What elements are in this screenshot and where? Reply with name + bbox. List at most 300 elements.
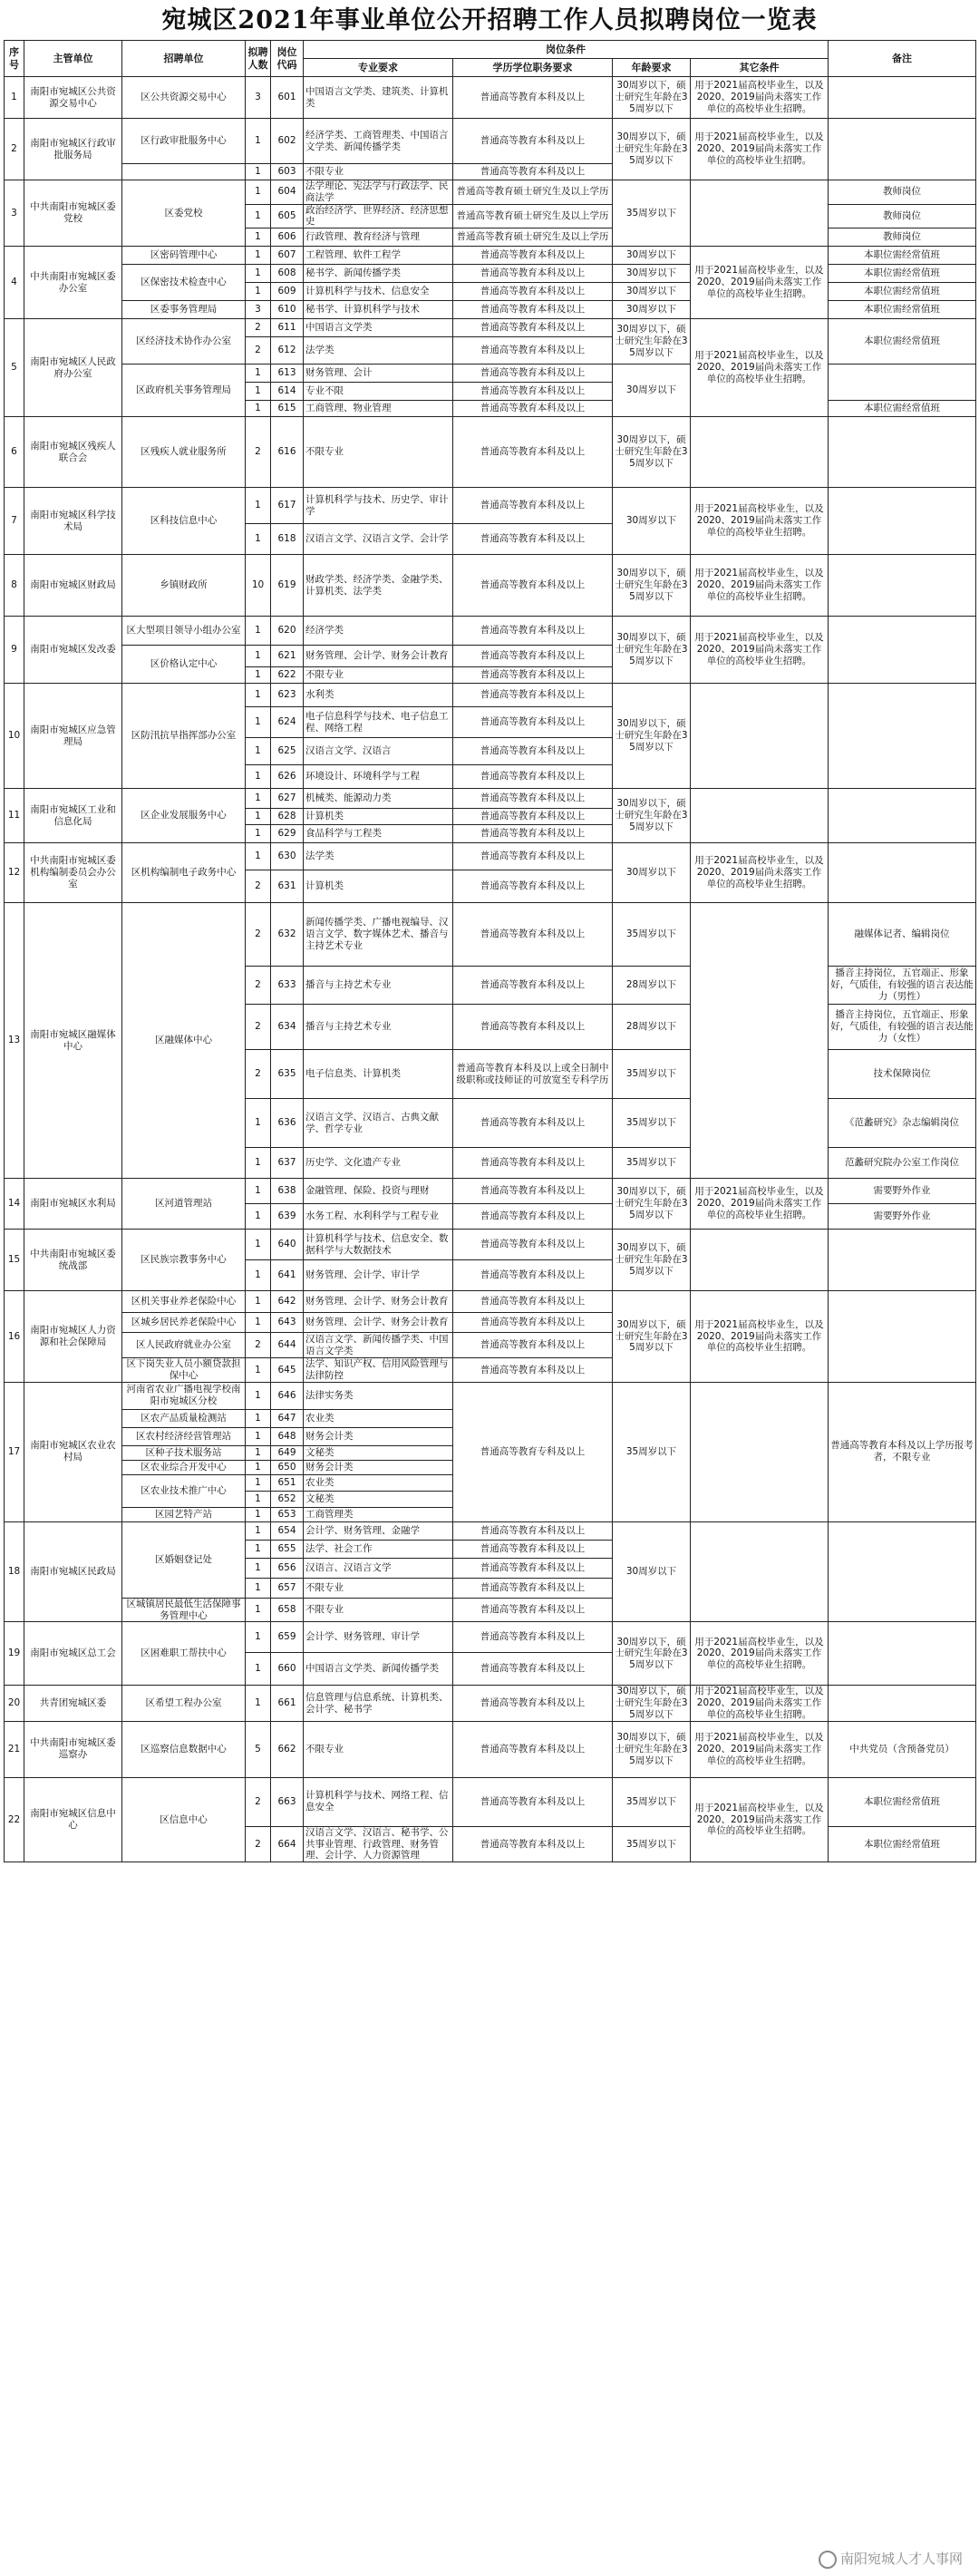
cell-major: 计算机科学与技术、信息安全、数据科学与大数据技术 (304, 1230, 453, 1260)
cell-edu: 普通高等教育本科及以上 (453, 524, 613, 555)
cell-code: 659 (271, 1622, 304, 1653)
cell-code: 604 (271, 180, 304, 205)
cell-dept: 南阳市宛城区人力资源和社会保障局 (24, 1291, 122, 1383)
cell-code: 647 (271, 1409, 304, 1427)
cell-note: 需要野外作业 (829, 1204, 976, 1230)
cell-unit: 区密码管理中心 (122, 247, 246, 265)
cell-edu: 普通高等教育本科及以上 (453, 1179, 613, 1204)
cell-major: 不限专业 (304, 1578, 453, 1598)
cell-major: 中国语言文学类、建筑类、计算机类 (304, 77, 453, 119)
cell-major: 财务管理、会计学、财务会计教育 (304, 646, 453, 667)
cell-code: 653 (271, 1507, 304, 1521)
cell-code: 623 (271, 684, 304, 707)
header-group: 岗位条件 (304, 41, 829, 59)
cell-seq: 13 (5, 903, 24, 1179)
cell-edu: 普通高等教育本科及以上 (453, 1333, 613, 1358)
cell-edu: 普通高等教育本科及以上 (453, 707, 613, 738)
cell-code: 656 (271, 1558, 304, 1578)
cell-major: 法学理论、宪法学与行政法学、民商法学 (304, 180, 453, 205)
cell-edu: 普通高等教育本科及以上 (453, 164, 613, 180)
table-row (5, 1521, 976, 1540)
cell-major: 计算机类 (304, 870, 453, 903)
table-row (5, 555, 976, 617)
cell-count: 1 (246, 1578, 271, 1598)
cell-major: 会计学、财务管理、金融学 (304, 1521, 453, 1540)
cell-edu: 普通高等教育本科及以上 (453, 383, 613, 401)
cell-count: 2 (246, 417, 271, 488)
cell-seq: 2 (5, 119, 24, 180)
cell-count: 1 (246, 684, 271, 707)
cell-age: 30周岁以下 (613, 283, 691, 301)
cell-edu: 普通高等教育本科及以上 (453, 843, 613, 870)
cell-count: 1 (246, 1313, 271, 1333)
cell-count: 2 (246, 1777, 271, 1826)
cell-edu: 普通高等教育本科及以上 (453, 283, 613, 301)
cell-unit: 区种子技术服务站 (122, 1445, 246, 1460)
cell-code: 658 (271, 1598, 304, 1622)
cell-edu: 普通高等教育本科及以上 (453, 1005, 613, 1050)
cell-code: 606 (271, 228, 304, 247)
cell-count: 1 (246, 1686, 271, 1721)
cell-age: 30周岁以下，硕士研究生年龄在35周岁以下 (613, 119, 691, 180)
cell-major: 中国语言文学类 (304, 319, 453, 337)
cell-code: 645 (271, 1358, 304, 1383)
cell-dept: 中共南阳市宛城区委统战部 (24, 1230, 122, 1291)
cell-note: 播音主持岗位，五官端正、形象好，气质佳，有较强的语言表达能力（女性） (829, 1005, 976, 1050)
cell-count: 1 (246, 825, 271, 843)
cell-count: 1 (246, 401, 271, 417)
cell-age: 30周岁以下，硕士研究生年龄在35周岁以下 (613, 1230, 691, 1291)
cell-age: 30周岁以下，硕士研究生年龄在35周岁以下 (613, 1721, 691, 1777)
cell-count: 1 (246, 617, 271, 646)
cell-count: 1 (246, 1540, 271, 1558)
cell-count: 1 (246, 843, 271, 870)
cell-other: 用于2021届高校毕业生，以及2020、2019届尚未落实工作单位的高校毕业生招聘。 (691, 1686, 829, 1721)
cell-age: 30周岁以下，硕士研究生年龄在35周岁以下 (613, 617, 691, 684)
cell-note: 普通高等教育本科及以上学历报考者，不限专业 (829, 1382, 976, 1521)
cell-dept: 南阳市宛城区行政审批服务局 (24, 119, 122, 180)
cell-major: 计算机科学与技术、历史学、审计学 (304, 488, 453, 524)
cell-count: 2 (246, 903, 271, 967)
cell-edu: 普通高等教育硕士研究生及以上学历 (453, 228, 613, 247)
cell-code: 662 (271, 1721, 304, 1777)
cell-count: 10 (246, 555, 271, 617)
cell-code: 617 (271, 488, 304, 524)
table-row (5, 265, 976, 283)
cell-major: 农业类 (304, 1474, 453, 1491)
cell-code: 637 (271, 1148, 304, 1179)
cell-age: 30周岁以下，硕士研究生年龄在35周岁以下 (613, 555, 691, 617)
cell-note: 本职位需经常值班 (829, 1826, 976, 1862)
cell-edu: 普通高等教育本科及以上 (453, 667, 613, 684)
cell-note: 技术保障岗位 (829, 1050, 976, 1099)
cell-dept: 南阳市宛城区财政局 (24, 555, 122, 617)
cell-dept: 南阳市宛城区工业和信息化局 (24, 789, 122, 843)
table-row (5, 417, 976, 488)
cell-edu: 普通高等教育本科及以上 (453, 1313, 613, 1333)
cell-code: 619 (271, 555, 304, 617)
cell-edu: 普通高等教育本科及以上 (453, 1230, 613, 1260)
table-row (5, 247, 976, 265)
cell-note (829, 488, 976, 555)
cell-code: 664 (271, 1826, 304, 1862)
cell-edu: 普通高等教育硕士研究生及以上学历 (453, 204, 613, 228)
cell-note (829, 365, 976, 401)
cell-count: 1 (246, 524, 271, 555)
cell-count: 1 (246, 1382, 271, 1409)
cell-edu: 普通高等教育本科及以上 (453, 646, 613, 667)
cell-unit: 区下岗失业人员小额贷款担保中心 (122, 1358, 246, 1383)
cell-major: 财务会计类 (304, 1460, 453, 1474)
watermark (819, 2549, 963, 2569)
cell-age: 30周岁以下 (613, 301, 691, 319)
cell-code: 636 (271, 1099, 304, 1148)
cell-major: 行政管理、教育经济与管理 (304, 228, 453, 247)
cell-seq: 6 (5, 417, 24, 488)
cell-major: 法律实务类 (304, 1382, 453, 1409)
cell-note (829, 1622, 976, 1686)
cell-dept: 南阳市宛城区残疾人联合会 (24, 417, 122, 488)
cell-other: 用于2021届高校毕业生，以及2020、2019届尚未落实工作单位的高校毕业生招聘。 (691, 77, 829, 119)
cell-dept: 南阳市宛城区信息中心 (24, 1777, 122, 1862)
cell-unit (122, 164, 246, 180)
cell-edu: 普通高等教育本科及以上 (453, 1622, 613, 1653)
cell-edu: 普通高等教育本科及以上 (453, 789, 613, 809)
cell-count: 5 (246, 1721, 271, 1777)
table-row (5, 684, 976, 707)
cell-count: 1 (246, 1260, 271, 1291)
cell-major: 汉语言文学、汉语言、秘书学、公共事业管理、行政管理、财务管理、会计学、人力资源管理 (304, 1826, 453, 1862)
cell-code: 646 (271, 1382, 304, 1409)
cell-major: 秘书学、计算机科学与技术 (304, 301, 453, 319)
cell-count: 1 (246, 707, 271, 738)
cell-unit: 区机关事业养老保险中心 (122, 1291, 246, 1313)
cell-major: 不限专业 (304, 417, 453, 488)
cell-edu: 普通高等教育本科及以上 (453, 119, 613, 164)
cell-count: 2 (246, 319, 271, 337)
cell-age: 30周岁以下 (613, 843, 691, 903)
cell-code: 612 (271, 337, 304, 365)
cell-note (829, 684, 976, 789)
cell-age: 30周岁以下，硕士研究生年龄在35周岁以下 (613, 684, 691, 789)
table-row (5, 1291, 976, 1313)
cell-note: 教师岗位 (829, 180, 976, 205)
cell-age: 30周岁以下，硕士研究生年龄在35周岁以下 (613, 1179, 691, 1230)
cell-major: 专业不限 (304, 383, 453, 401)
cell-seq: 21 (5, 1721, 24, 1777)
cell-code: 629 (271, 825, 304, 843)
cell-unit: 区园艺特产站 (122, 1507, 246, 1521)
header-edu: 学历学位职务要求 (453, 59, 613, 77)
cell-dept: 中共南阳市宛城区委巡察办 (24, 1721, 122, 1777)
cell-edu: 普通高等教育本科及以上 (453, 319, 613, 337)
cell-major: 会计学、财务管理、审计学 (304, 1622, 453, 1653)
cell-major: 财务管理、会计学、财务会计教育 (304, 1313, 453, 1333)
table-row (5, 789, 976, 809)
cell-code: 641 (271, 1260, 304, 1291)
cell-major: 经济学类、工商管理类、中国语言文学类、新闻传播学类 (304, 119, 453, 164)
cell-edu: 普通高等教育本科及以上 (453, 1540, 613, 1558)
cell-other: 用于2021届高校毕业生，以及2020、2019届尚未落实工作单位的高校毕业生招聘。 (691, 1622, 829, 1686)
cell-code: 632 (271, 903, 304, 967)
header-major: 专业要求 (304, 59, 453, 77)
cell-edu: 普通高等教育本科及以上 (453, 301, 613, 319)
cell-note (829, 119, 976, 180)
cell-other: 用于2021届高校毕业生，以及2020、2019届尚未落实工作单位的高校毕业生招聘。 (691, 1179, 829, 1230)
cell-code: 652 (271, 1491, 304, 1507)
cell-major: 金融管理、保险、投资与理财 (304, 1179, 453, 1204)
cell-count: 1 (246, 488, 271, 524)
cell-edu: 普通高等教育本科及以上 (453, 1686, 613, 1721)
cell-note (829, 1686, 976, 1721)
recruitment-table (4, 40, 976, 1862)
cell-other (691, 180, 829, 247)
cell-note: 本职位需经常值班 (829, 1777, 976, 1826)
cell-other: 用于2021届高校毕业生，以及2020、2019届尚未落实工作单位的高校毕业生招聘。 (691, 617, 829, 684)
cell-unit: 区民族宗教事务中心 (122, 1230, 246, 1291)
cell-major: 不限专业 (304, 164, 453, 180)
cell-age: 30周岁以下，硕士研究生年龄在35周岁以下 (613, 417, 691, 488)
cell-code: 650 (271, 1460, 304, 1474)
cell-major: 新闻传播学类、广播电视编导、汉语言文学、数字媒体艺术、播音与主持艺术专业 (304, 903, 453, 967)
cell-count: 2 (246, 337, 271, 365)
cell-edu: 普通高等教育硕士研究生及以上学历 (453, 180, 613, 205)
cell-major: 食品科学与工程类 (304, 825, 453, 843)
cell-unit: 区巡察信息数据中心 (122, 1721, 246, 1777)
cell-other: 用于2021届高校毕业生，以及2020、2019届尚未落实工作单位的高校毕业生招聘。 (691, 1291, 829, 1383)
cell-age: 30周岁以下，硕士研究生年龄在35周岁以下 (613, 77, 691, 119)
cell-note: 本职位需经常值班 (829, 401, 976, 417)
cell-age: 30周岁以下，硕士研究生年龄在35周岁以下 (613, 1686, 691, 1721)
cell-edu: 普通高等教育本科及以上 (453, 365, 613, 383)
cell-age: 35周岁以下 (613, 1777, 691, 1826)
cell-edu: 普通高等教育本科及以上 (453, 1721, 613, 1777)
cell-major: 计算机类 (304, 809, 453, 825)
cell-count: 1 (246, 1291, 271, 1313)
cell-other (691, 684, 829, 789)
cell-edu: 普通高等教育本科及以上 (453, 555, 613, 617)
cell-edu: 普通高等教育本科及以上 (453, 738, 613, 765)
cell-unit: 区企业发展服务中心 (122, 789, 246, 843)
cell-edu: 普通高等教育本科及以上 (453, 247, 613, 265)
cell-count: 1 (246, 228, 271, 247)
cell-seq: 14 (5, 1179, 24, 1230)
cell-age: 35周岁以下 (613, 180, 691, 247)
cell-count: 1 (246, 646, 271, 667)
table-row (5, 843, 976, 870)
header-other: 其它条件 (691, 59, 829, 77)
cell-dept: 南阳市宛城区科学技术局 (24, 488, 122, 555)
cell-code: 614 (271, 383, 304, 401)
cell-other (691, 1382, 829, 1521)
cell-edu: 普通高等教育本科及以上 (453, 684, 613, 707)
cell-code: 615 (271, 401, 304, 417)
cell-count: 1 (246, 765, 271, 789)
cell-age: 30周岁以下 (613, 1521, 691, 1622)
table-row (5, 1230, 976, 1260)
cell-note: 本职位需经常值班 (829, 283, 976, 301)
cell-major: 财务会计类 (304, 1427, 453, 1445)
cell-major: 汉语言文学、新闻传播学类、中国语言文学类 (304, 1333, 453, 1358)
cell-major: 法学、社会工作 (304, 1540, 453, 1558)
cell-seq: 16 (5, 1291, 24, 1383)
cell-edu: 普通高等教育本科及以上 (453, 77, 613, 119)
cell-major: 工商管理类 (304, 1507, 453, 1521)
cell-code: 634 (271, 1005, 304, 1050)
cell-major: 播音与主持艺术专业 (304, 1005, 453, 1050)
cell-major: 财务管理、会计学、财务会计教育 (304, 1291, 453, 1313)
cell-count: 3 (246, 77, 271, 119)
cell-major: 财政学类、经济学类、金融学类、计算机类、法学类 (304, 555, 453, 617)
cell-age: 35周岁以下 (613, 1826, 691, 1862)
cell-unit: 区困难职工帮扶中心 (122, 1622, 246, 1686)
cell-edu: 普通高等教育本科及以上 (453, 1777, 613, 1826)
cell-count: 1 (246, 1409, 271, 1427)
cell-major: 计算机科学与技术、信息安全 (304, 283, 453, 301)
cell-code: 618 (271, 524, 304, 555)
table-row (5, 180, 976, 205)
cell-count: 1 (246, 1558, 271, 1578)
table-row (5, 1777, 976, 1826)
cell-edu: 普通高等教育本科及以上 (453, 1358, 613, 1383)
cell-code: 649 (271, 1445, 304, 1460)
cell-count: 1 (246, 265, 271, 283)
cell-unit: 河南省农业广播电视学校南阳市宛城区分校 (122, 1382, 246, 1409)
cell-count: 1 (246, 1445, 271, 1460)
cell-age: 30周岁以下 (613, 365, 691, 417)
cell-unit: 区希望工程办公室 (122, 1686, 246, 1721)
cell-seq: 10 (5, 684, 24, 789)
cell-major: 法学、知识产权、信用风险管理与法律防控 (304, 1358, 453, 1383)
cell-edu: 普通高等教育本科及以上 (453, 1204, 613, 1230)
table-row (5, 1179, 976, 1204)
cell-unit: 乡镇财政所 (122, 555, 246, 617)
cell-edu: 普通高等教育本科及以上 (453, 1598, 613, 1622)
cell-dept: 中共南阳市宛城区委办公室 (24, 247, 122, 319)
cell-unit: 区经济技术协作办公室 (122, 319, 246, 365)
cell-unit: 区价格认定中心 (122, 646, 246, 684)
watermark-text: 南阳宛城人才人事网 (839, 2551, 963, 2567)
cell-major: 财务管理、会计学、审计学 (304, 1260, 453, 1291)
cell-code: 640 (271, 1230, 304, 1260)
table-row (5, 119, 976, 164)
cell-note: 教师岗位 (829, 228, 976, 247)
cell-code: 651 (271, 1474, 304, 1491)
cell-count: 1 (246, 1653, 271, 1686)
cell-dept: 南阳市宛城区总工会 (24, 1622, 122, 1686)
cell-edu: 普通高等教育本科及以上 (453, 1260, 613, 1291)
cell-edu: 普通高等教育本科及以上 (453, 1291, 613, 1313)
cell-count: 1 (246, 365, 271, 383)
cell-seq: 22 (5, 1777, 24, 1862)
cell-edu: 普通高等教育本科及以上 (453, 1653, 613, 1686)
cell-unit: 区信息中心 (122, 1777, 246, 1862)
cell-seq: 19 (5, 1622, 24, 1686)
cell-major: 政治经济学、世界经济、经济思想史 (304, 204, 453, 228)
cell-major: 秘书学、新闻传播学类 (304, 265, 453, 283)
cell-edu: 普通高等教育本科及以上 (453, 1558, 613, 1578)
cell-seq: 7 (5, 488, 24, 555)
cell-code: 643 (271, 1313, 304, 1333)
wechat-logo-icon (819, 2551, 837, 2569)
cell-edu: 普通高等教育专科及以上 (453, 1382, 613, 1521)
cell-age: 30周岁以下 (613, 488, 691, 555)
cell-count: 1 (246, 1521, 271, 1540)
cell-count: 1 (246, 1460, 271, 1474)
cell-note: 本职位需经常值班 (829, 265, 976, 283)
cell-seq: 9 (5, 617, 24, 684)
cell-code: 639 (271, 1204, 304, 1230)
cell-code: 660 (271, 1653, 304, 1686)
cell-unit: 区农业综合开发中心 (122, 1460, 246, 1474)
cell-other: 用于2021届高校毕业生，以及2020、2019届尚未落实工作单位的高校毕业生招聘。 (691, 488, 829, 555)
cell-note (829, 417, 976, 488)
cell-dept: 南阳市宛城区农业农村局 (24, 1382, 122, 1521)
cell-code: 621 (271, 646, 304, 667)
cell-code: 628 (271, 809, 304, 825)
cell-count: 2 (246, 1826, 271, 1862)
cell-seq: 1 (5, 77, 24, 119)
cell-note (829, 1230, 976, 1291)
cell-code: 601 (271, 77, 304, 119)
cell-dept: 共青团宛城区委 (24, 1686, 122, 1721)
cell-major: 汉语言、汉语言文学 (304, 1558, 453, 1578)
cell-other (691, 1521, 829, 1622)
cell-code: 622 (271, 667, 304, 684)
cell-count: 1 (246, 1598, 271, 1622)
cell-code: 638 (271, 1179, 304, 1204)
table-row (5, 77, 976, 119)
cell-count: 2 (246, 870, 271, 903)
cell-major: 水利类 (304, 684, 453, 707)
cell-code: 624 (271, 707, 304, 738)
cell-other: 用于2021届高校毕业生，以及2020、2019届尚未落实工作单位的高校毕业生招聘。 (691, 1721, 829, 1777)
cell-major: 播音与主持艺术专业 (304, 967, 453, 1005)
document-title: 宛城区2021年事业单位公开招聘工作人员拟聘岗位一览表 (161, 6, 818, 34)
cell-unit: 区婚姻登记处 (122, 1521, 246, 1598)
cell-age: 35周岁以下 (613, 1050, 691, 1099)
cell-code: 620 (271, 617, 304, 646)
cell-seq: 12 (5, 843, 24, 903)
cell-code: 657 (271, 1578, 304, 1598)
cell-note (829, 77, 976, 119)
cell-code: 613 (271, 365, 304, 383)
cell-major: 财务管理、会计 (304, 365, 453, 383)
cell-code: 630 (271, 843, 304, 870)
cell-other (691, 903, 829, 1179)
cell-code: 625 (271, 738, 304, 765)
table-row (5, 301, 976, 319)
cell-major: 汉语言文学、汉语言、古典文献学、哲学专业 (304, 1099, 453, 1148)
cell-seq: 11 (5, 789, 24, 843)
cell-other (691, 417, 829, 488)
cell-edu: 普通高等教育本科及以上或全日制中级职称或技师证的可放宽至专科学历 (453, 1050, 613, 1099)
cell-major: 法学类 (304, 337, 453, 365)
table-row (5, 1622, 976, 1653)
cell-unit: 区农业技术推广中心 (122, 1474, 246, 1507)
cell-age: 35周岁以下 (613, 903, 691, 967)
cell-age: 35周岁以下 (613, 1099, 691, 1148)
cell-other (691, 789, 829, 843)
cell-unit: 区行政审批服务中心 (122, 119, 246, 164)
cell-count: 1 (246, 809, 271, 825)
cell-unit: 区残疾人就业服务所 (122, 417, 246, 488)
cell-unit: 区保密技术检查中心 (122, 265, 246, 301)
cell-major: 电子信息科学与技术、电子信息工程、网络工程 (304, 707, 453, 738)
cell-note: 本职位需经常值班 (829, 247, 976, 265)
cell-unit: 区委党校 (122, 180, 246, 247)
cell-dept: 南阳市宛城区民政局 (24, 1521, 122, 1622)
